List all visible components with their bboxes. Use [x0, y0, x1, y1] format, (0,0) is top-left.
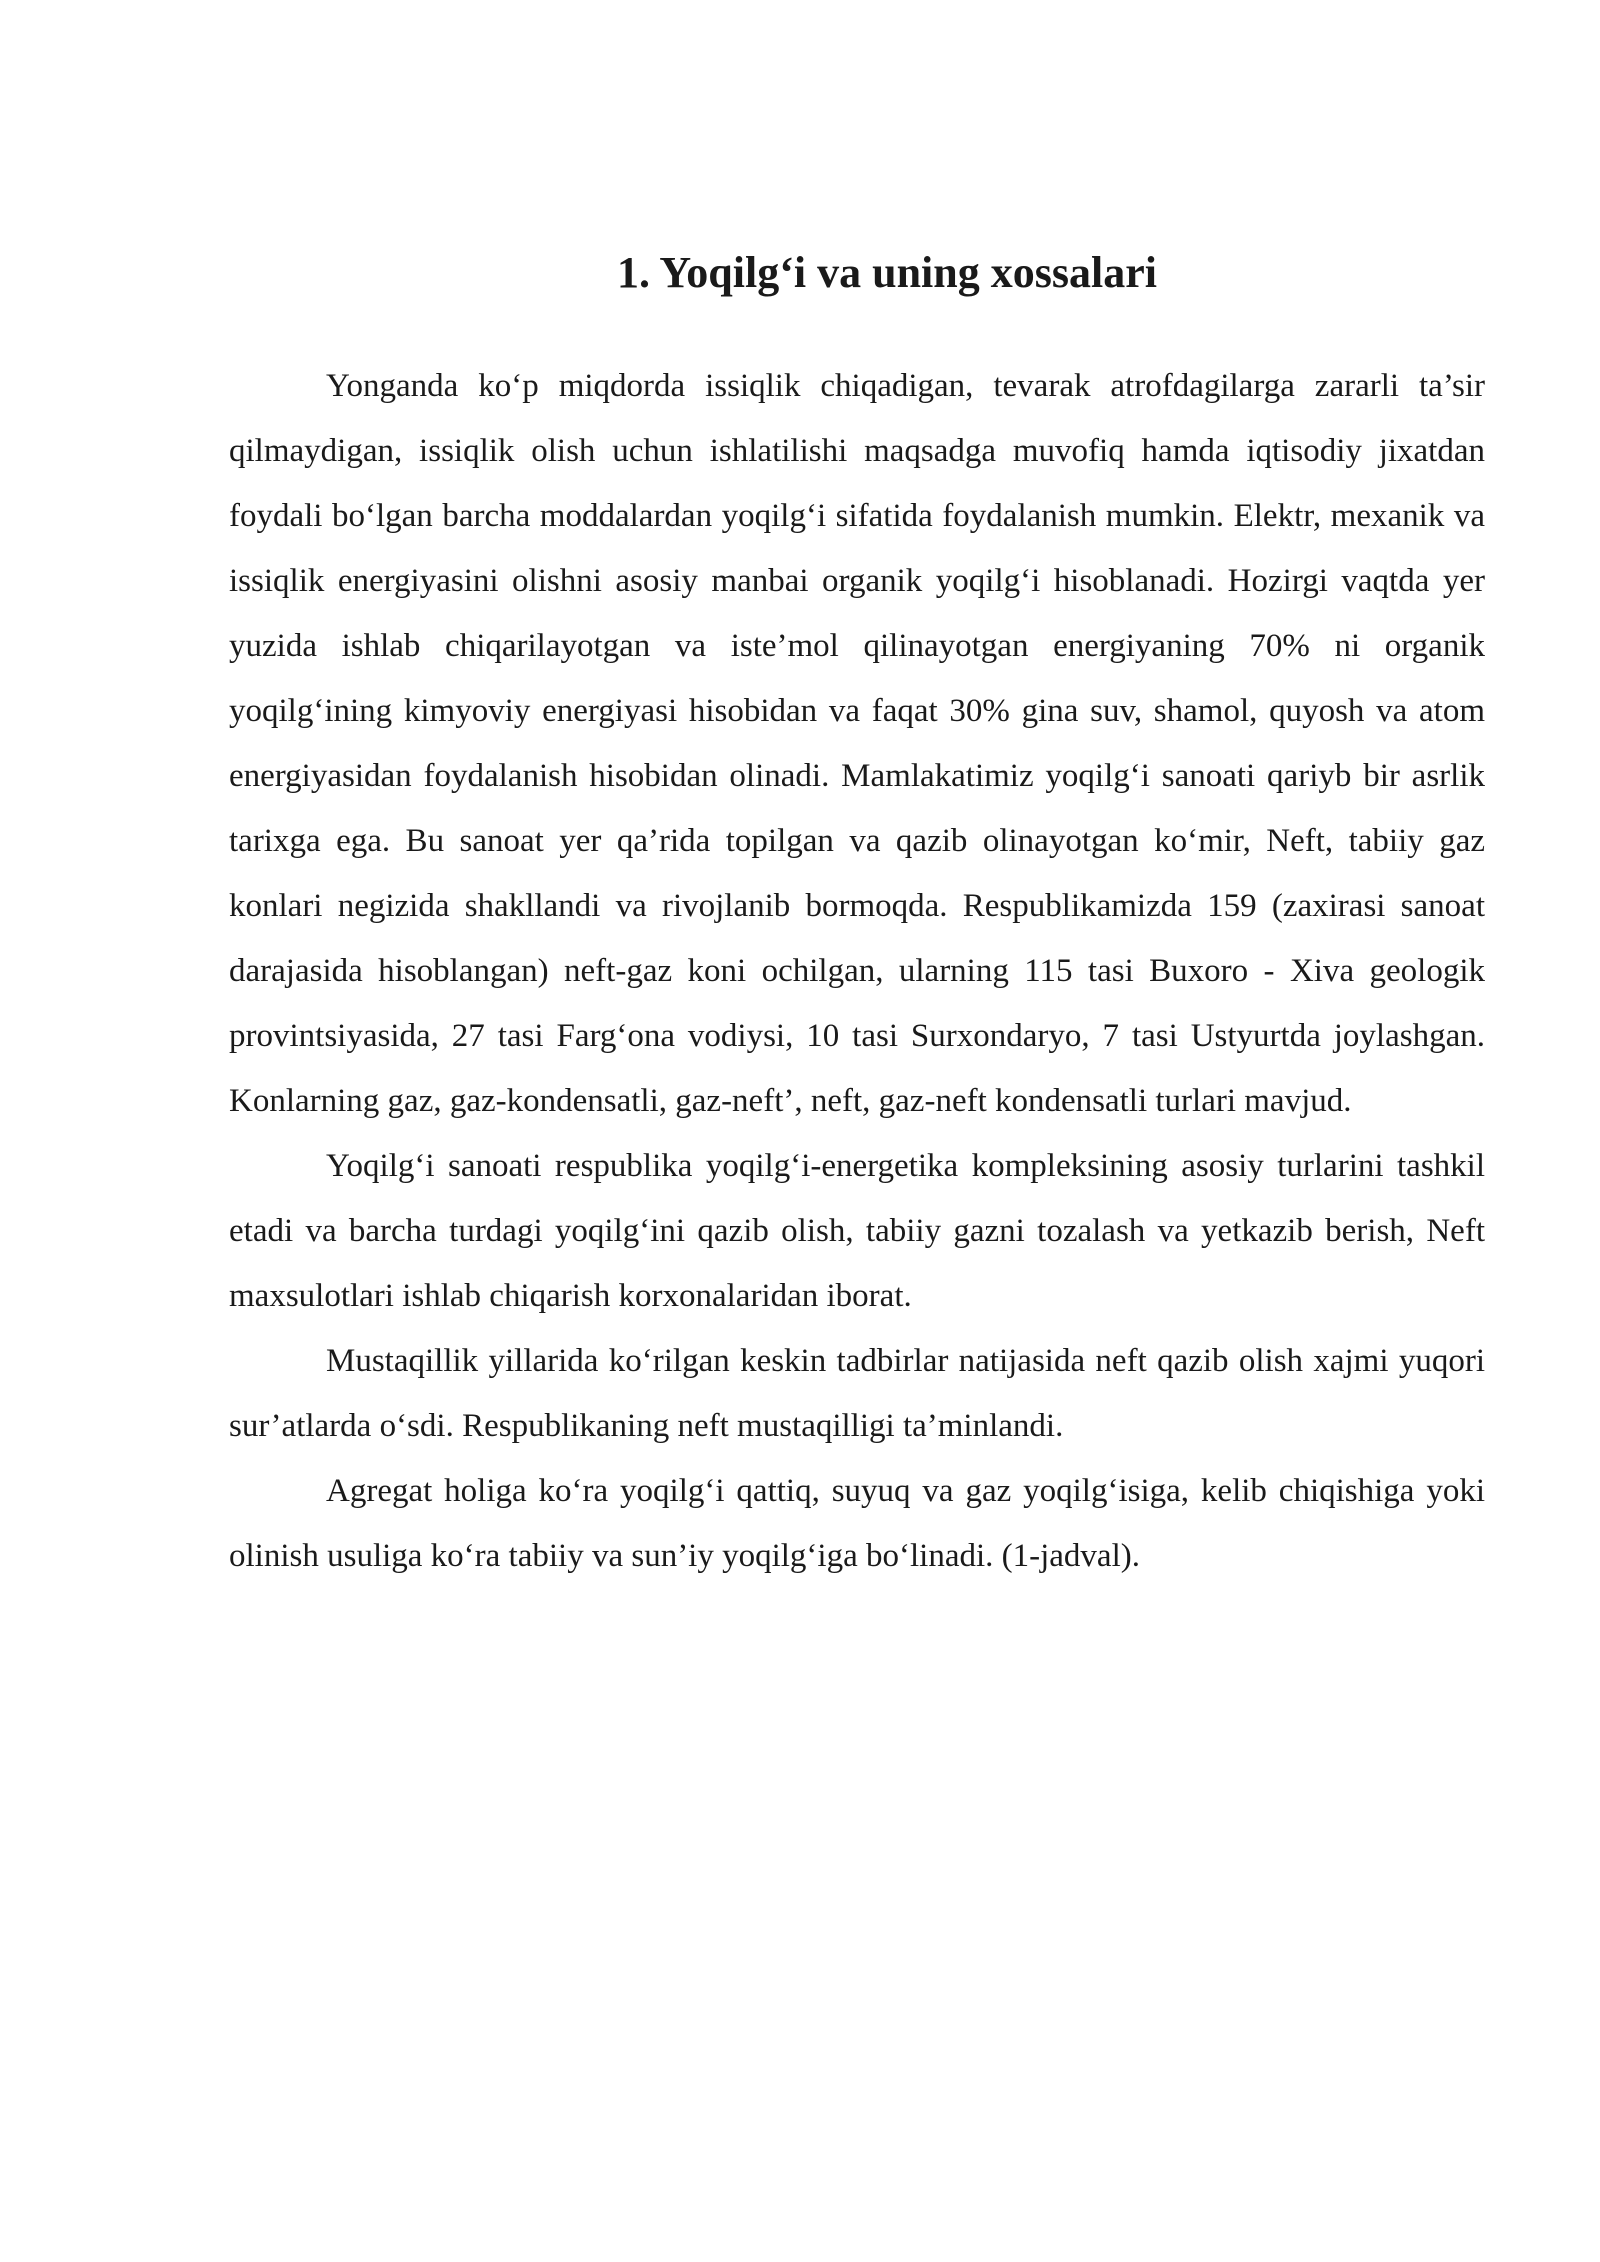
paragraph-classification: Agregat holiga ko‘ra yoqilg‘i qattiq, suyuq va gaz yoqilg‘isiga, kelib chiqishiga yoki olinish usuliga ko‘ra tabiiy va sun’iy yoqilg‘iga bo‘linadi. (1-jadval). — [229, 1473, 1485, 1574]
paragraph-independence: Mustaqillik yillarida ko‘rilgan keskin tadbirlar natijasida neft qazib olish xajmi yuqori sur’atlarda o‘sdi. Respublikaning neft mustaqilligi ta’minlandi. — [229, 1343, 1485, 1444]
document-body — [229, 240, 1485, 1589]
paragraph-intro: Yonganda ko‘p miqdorda issiqlik chiqadigan, tevarak atrofdagilarga zararli ta’sir qilmaydigan, issiqlik olish uchun ishlatilishi maqsadga muvofiq hamda iqtisodiy jixatdan foydali bo‘lgan barcha moddalardan yoqilg‘i sifatida foydalanish mumkin. Elektr, mexanik va issiqlik energiyasini olishni asosiy manbai organik yoqilg‘i hisoblanadi. Hozirgi vaqtda yer yuzida ishlab chiqarilayotgan va iste’mol qilinayotgan energiyaning 70% ni organik yoqilg‘ining kimyoviy energiyasi hisobidan va faqat 30% gina suv, shamol, quyosh va atom energiyasidan foydalanish hisobidan olinadi. Mamlakatimiz yoqilg‘i sanoati qariyb bir asrlik tarixga ega. Bu sanoat yer qa’rida topilgan va qazib olinayotgan ko‘mir, Neft, tabiiy gaz konlari negizida shakllandi va rivojlanib bormoqda. Respublikamizda 159 (zaxirasi sanoat darajasida hisoblangan) neft-gaz koni ochilgan, ularning 115 tasi Buxoro - Xiva geologik provintsiyasida, 27 tasi Farg‘ona vodiysi, 10 tasi Surxondaryo, 7 tasi Ustyurtda joylashgan. Konlarning gaz, gaz-kondensatli, gaz-neft’, neft, gaz-neft kondensatli turlari mavjud. — [229, 368, 1485, 1119]
section-title: 1. Yoqilg‘i va uning xossalari — [617, 248, 1157, 297]
paragraph-fuel-industry: Yoqilg‘i sanoati respublika yoqilg‘i-energetika kompleksining asosiy turlarini tashkil etadi va barcha turdagi yoqilg‘ini qazib olish, tabiiy gazni tozalash va yetkazib berish, Neft maxsulotlari ishlab chiqarish korxonalaridan iborat. — [229, 1148, 1485, 1314]
